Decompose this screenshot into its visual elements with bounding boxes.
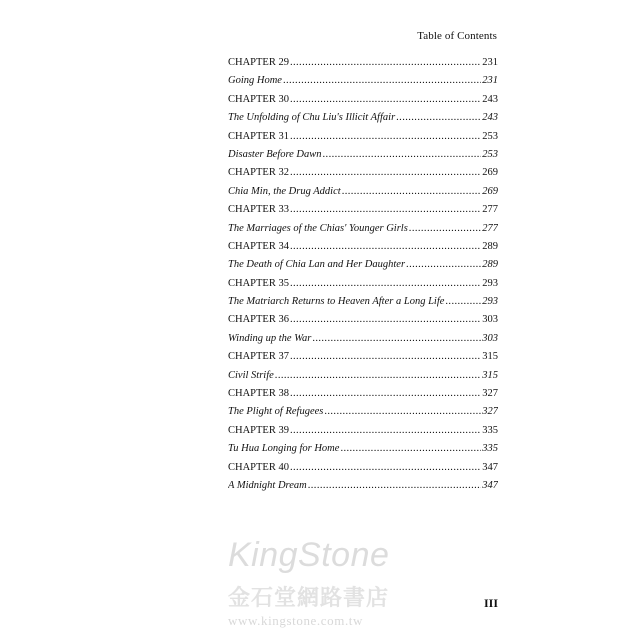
toc-page-number: 243 bbox=[482, 112, 498, 124]
page-number: III bbox=[483, 596, 498, 610]
toc-dot-leader bbox=[290, 201, 481, 219]
toc-entry-chapter-number bbox=[228, 128, 498, 146]
toc-dot-leader bbox=[290, 422, 481, 440]
toc-title: CHAPTER 37 bbox=[228, 351, 289, 363]
toc-title: CHAPTER 36 bbox=[228, 314, 289, 326]
toc-title: Winding up the War bbox=[228, 332, 312, 344]
toc-dot-leader bbox=[445, 293, 481, 311]
toc-dot-leader bbox=[409, 220, 481, 238]
toc-title: Chia Min, the Drug Addict bbox=[228, 185, 341, 197]
toc-title: The Unfolding of Chu Liu's Illicit Affair bbox=[228, 112, 396, 124]
toc-page-number: 243 bbox=[482, 93, 498, 105]
toc-title: CHAPTER 39 bbox=[228, 424, 289, 436]
toc-title: The Death of Chia Lan and Her Daughter bbox=[228, 259, 406, 271]
toc-title: Going Home bbox=[228, 75, 282, 87]
toc-entry-chapter-title bbox=[228, 220, 498, 238]
toc-entry-chapter-title bbox=[228, 293, 498, 311]
toc-page-number: 347 bbox=[482, 461, 498, 473]
toc-entry-chapter-title bbox=[228, 477, 498, 495]
toc-dot-leader bbox=[312, 330, 481, 348]
toc-page-number: 293 bbox=[482, 277, 498, 289]
toc-title: Disaster Before Dawn bbox=[228, 148, 322, 160]
toc-dot-leader bbox=[290, 348, 481, 366]
watermark-logo: KingStone bbox=[228, 536, 390, 574]
toc-dot-leader bbox=[290, 54, 481, 72]
toc-page-number: 293 bbox=[482, 296, 498, 308]
toc-title: The Plight of Refugees bbox=[228, 406, 324, 418]
toc-entry-chapter-title bbox=[228, 330, 498, 348]
toc-dot-leader bbox=[290, 459, 481, 477]
toc-title: Civil Strife bbox=[228, 369, 274, 381]
toc-title: CHAPTER 29 bbox=[228, 57, 289, 68]
toc-entry-chapter-number bbox=[228, 201, 498, 219]
toc-dot-leader bbox=[324, 403, 481, 421]
toc-page-number: 253 bbox=[482, 148, 498, 160]
toc-title: CHAPTER 35 bbox=[228, 277, 289, 289]
toc-title: CHAPTER 34 bbox=[228, 240, 289, 252]
toc-title: The Matriarch Returns to Heaven After a Long Life bbox=[228, 296, 445, 308]
toc-entry-chapter-title bbox=[228, 367, 498, 385]
toc-page-number: 335 bbox=[482, 443, 498, 455]
toc-dot-leader bbox=[290, 91, 481, 109]
toc-page-number: 335 bbox=[482, 424, 498, 436]
toc-title: CHAPTER 32 bbox=[228, 167, 289, 179]
toc-entry-chapter-number bbox=[228, 385, 498, 403]
toc-title: The Marriages of the Chias' Younger Girls bbox=[228, 222, 408, 234]
toc-page-number: 231 bbox=[482, 57, 498, 68]
toc-page-number: 303 bbox=[482, 332, 498, 344]
toc-page-number: 277 bbox=[482, 222, 498, 234]
toc-dot-leader bbox=[396, 109, 481, 127]
toc-entry-chapter-number bbox=[228, 422, 498, 440]
toc-dot-leader bbox=[290, 311, 481, 329]
toc-dot-leader bbox=[283, 72, 481, 90]
toc-entry-chapter-title bbox=[228, 256, 498, 274]
toc-dot-leader bbox=[275, 367, 481, 385]
toc-entry-chapter-title bbox=[228, 440, 498, 458]
toc-page-number: 289 bbox=[482, 240, 498, 252]
toc-page-number: 289 bbox=[482, 259, 498, 271]
toc-dot-leader bbox=[290, 164, 481, 182]
toc-entry-chapter-number bbox=[228, 275, 498, 293]
toc-page-number: 231 bbox=[482, 75, 498, 87]
toc-page-number: 277 bbox=[482, 204, 498, 216]
toc-dot-leader bbox=[308, 477, 482, 495]
toc-page-number: 253 bbox=[482, 130, 498, 142]
toc-dot-leader bbox=[406, 256, 481, 274]
toc-page-number: 347 bbox=[482, 479, 498, 491]
toc-title: CHAPTER 33 bbox=[228, 204, 289, 216]
toc-page-number: 269 bbox=[482, 167, 498, 179]
toc-entry-chapter-title bbox=[228, 146, 498, 164]
toc-title: CHAPTER 38 bbox=[228, 388, 289, 400]
toc-title: CHAPTER 40 bbox=[228, 461, 289, 473]
toc-entry-chapter-title bbox=[228, 109, 498, 127]
toc-dot-leader bbox=[290, 238, 481, 256]
toc-title: A Midnight Dream bbox=[228, 479, 307, 491]
toc-dot-leader bbox=[290, 128, 481, 146]
toc-title: Tu Hua Longing for Home bbox=[228, 443, 340, 455]
toc-entry-chapter-title bbox=[228, 183, 498, 201]
toc-entry-chapter-number bbox=[228, 311, 498, 329]
toc-entry-chapter-number bbox=[228, 459, 498, 477]
toc-dot-leader bbox=[342, 183, 482, 201]
toc-title: CHAPTER 31 bbox=[228, 130, 289, 142]
toc-entry-chapter-number bbox=[228, 238, 498, 256]
toc-page-number: 269 bbox=[482, 185, 498, 197]
toc-dot-leader bbox=[323, 146, 482, 164]
toc-dot-leader bbox=[290, 275, 481, 293]
toc-page-number: 327 bbox=[482, 406, 498, 418]
toc-entry-chapter-number bbox=[228, 91, 498, 109]
toc-entry-chapter-number bbox=[228, 164, 498, 182]
table-of-contents bbox=[228, 54, 498, 495]
toc-title: CHAPTER 30 bbox=[228, 93, 289, 105]
watermark-chinese-name: 金石堂網路書店 bbox=[228, 585, 390, 611]
toc-dot-leader bbox=[290, 385, 481, 403]
toc-entry-chapter-number bbox=[228, 54, 498, 72]
running-header: Table of Contents bbox=[417, 30, 497, 42]
toc-entry-chapter-title bbox=[228, 72, 498, 90]
toc-entry-chapter-title bbox=[228, 403, 498, 421]
toc-dot-leader bbox=[340, 440, 481, 458]
toc-entry-chapter-number bbox=[228, 348, 498, 366]
watermark-url: www.kingstone.com.tw bbox=[228, 613, 364, 628]
toc-page-number: 315 bbox=[482, 351, 498, 363]
toc-page-number: 315 bbox=[482, 369, 498, 381]
toc-page-number: 303 bbox=[482, 314, 498, 326]
toc-page-number: 327 bbox=[482, 388, 498, 400]
